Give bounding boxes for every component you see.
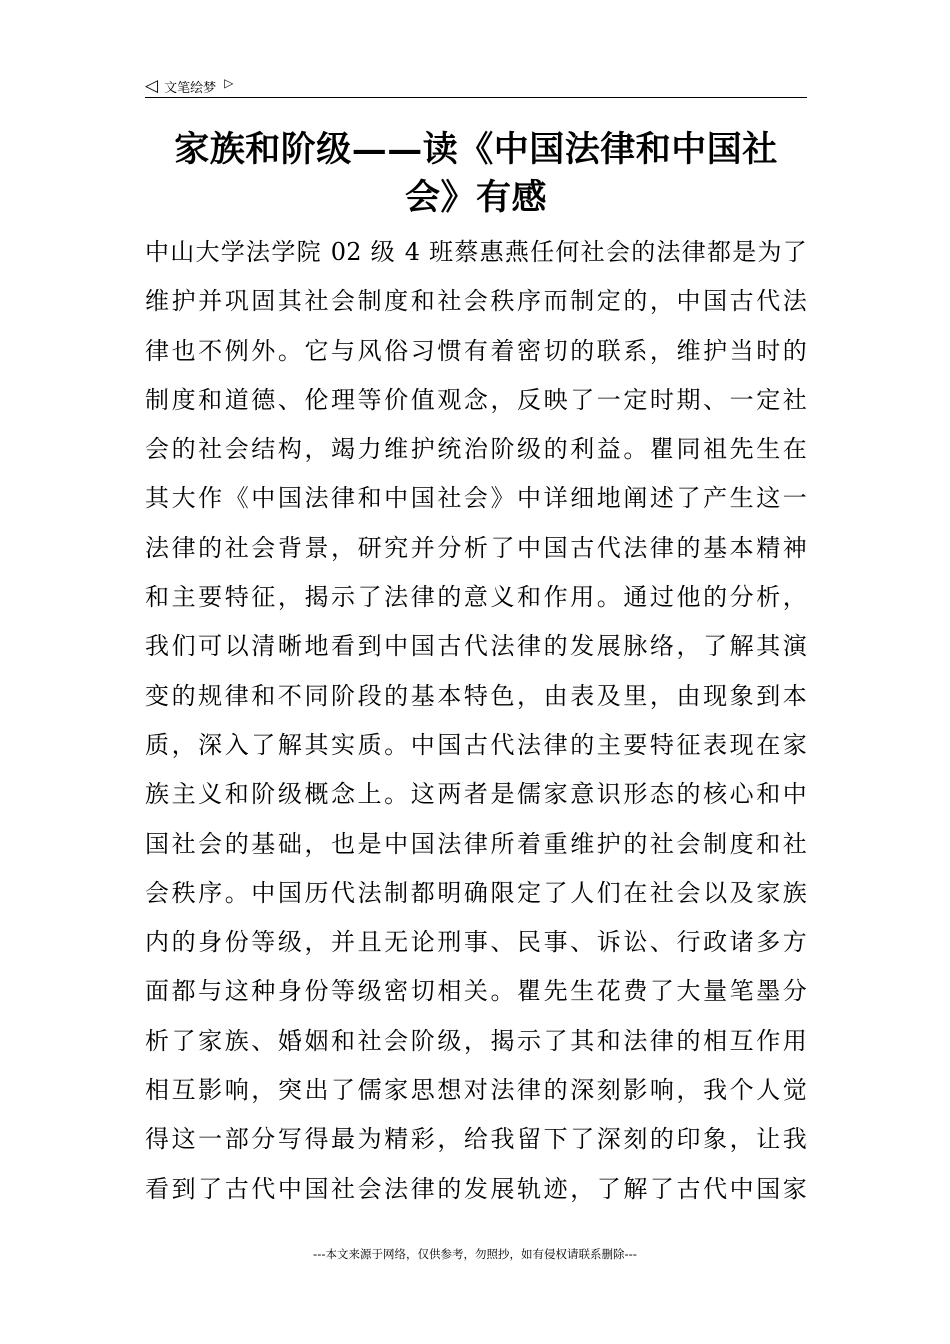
body-line: 析了家族、婚姻和社会阶级，揭示了其和法律的相互作用	[145, 1026, 807, 1055]
body-line: 律也不例外。它与风俗习惯有着密切的联系，维护当时的	[145, 336, 807, 365]
body-line: 看到了古代中国社会法律的发展轨迹，了解了古代中国家	[145, 1174, 807, 1203]
body-line: 我们可以清晰地看到中国古代法律的发展脉络，了解其演	[145, 632, 807, 661]
body-line: 会的社会结构，竭力维护统治阶级的利益。瞿同祖先生在	[145, 435, 807, 464]
header-divider	[145, 97, 807, 98]
body-line: 质，深入了解其实质。中国古代法律的主要特征表现在家	[145, 730, 807, 759]
page-header	[145, 74, 807, 98]
document-title	[145, 126, 807, 222]
body-line: 其大作《中国法律和中国社会》中详细地阐述了产生这一	[145, 484, 807, 513]
body-line: 变的规律和不同阶段的基本特色，由表及里，由现象到本	[145, 681, 807, 710]
triangle-left-outline-icon: ◁	[145, 75, 159, 96]
body-line: 面都与这种身份等级密切相关。瞿先生花费了大量笔墨分	[145, 977, 807, 1006]
body-line: 法律的社会背景，研究并分析了中国古代法律的基本精神	[145, 533, 807, 562]
body-line: 得这一部分写得最为精彩，给我留下了深刻的印象，让我	[145, 1125, 807, 1154]
body-line: 相互影响，突出了儒家思想对法律的深刻影响，我个人觉	[145, 1076, 807, 1105]
body-line: 族主义和阶级概念上。这两者是儒家意识形态的核心和中	[145, 780, 807, 809]
body-line: 国社会的基础，也是中国法律所着重维护的社会制度和社	[145, 829, 807, 858]
footer-disclaimer: ---本文来源于网络，仅供参考，勿照抄，如有侵权请联系删除---	[313, 1247, 637, 1261]
title-line-1: 家族和阶级——读《中国法律和中国社	[174, 129, 778, 170]
body-paragraph	[145, 228, 807, 1214]
header-brand: 文笔绘梦	[164, 80, 217, 96]
body-line: 内的身份等级，并且无论刑事、民事、诉讼、行政诸多方	[145, 928, 807, 957]
body-line: 制度和道德、伦理等价值观念，反映了一定时期、一定社	[145, 385, 807, 414]
triangle-right-outline-icon: ▷	[224, 76, 234, 90]
body-line: 和主要特征，揭示了法律的意义和作用。通过他的分析，	[145, 583, 807, 612]
body-line: 维护并巩固其社会制度和社会秩序而制定的，中国古代法	[145, 287, 807, 316]
body-line: 中山大学法学院 02 级 4 班蔡惠燕任何社会的法律都是为了	[145, 238, 807, 266]
body-line: 会秩序。中国历代法制都明确限定了人们在社会以及家族	[145, 878, 807, 907]
title-line-2: 会》有感	[404, 177, 547, 218]
